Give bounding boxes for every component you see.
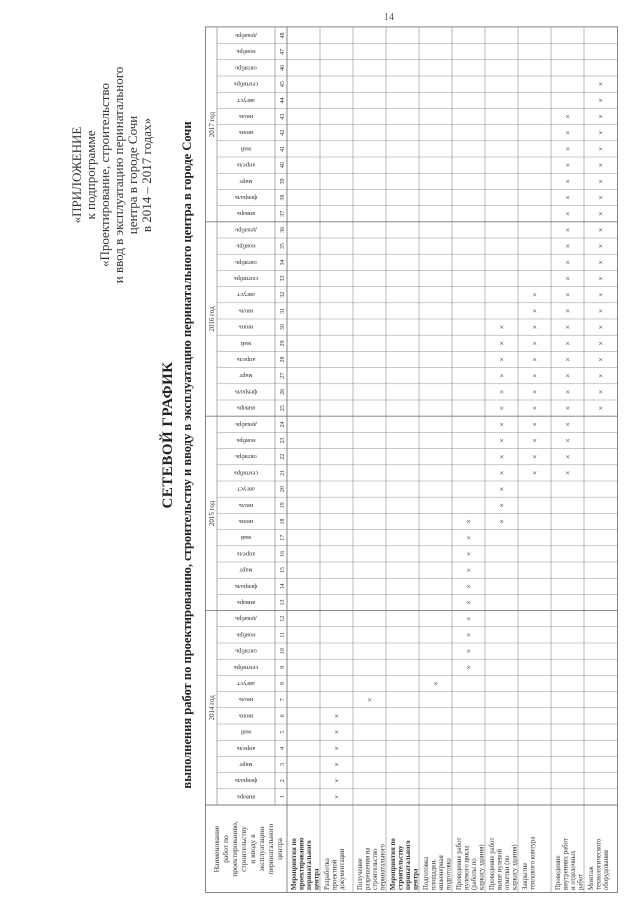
month-number: 27	[280, 372, 286, 379]
document-title: СЕТЕВОЙ ГРАФИК	[160, 361, 176, 509]
appendix-line: и ввод в эксплуатацию перинатального	[111, 66, 126, 284]
schedule-mark: ×	[530, 470, 540, 476]
schedule-mark: ×	[332, 778, 342, 783]
schedule-mark: ×	[596, 179, 606, 184]
schedule-mark: ×	[563, 260, 573, 265]
schedule-mark: ×	[596, 373, 606, 378]
year-label: 2016 год	[208, 306, 216, 332]
table-head-label: и вводу в	[248, 834, 257, 864]
row-label: Мероприятия по	[390, 838, 397, 890]
month-label: июль	[238, 113, 254, 121]
row-label: Подготовка	[423, 856, 430, 890]
month-label: май	[240, 145, 252, 153]
schedule-mark: ×	[464, 584, 474, 589]
schedule-mark: ×	[596, 276, 606, 281]
appendix-line: «Проектирование, строительство	[97, 83, 112, 267]
schedule-mark: ×	[563, 405, 573, 411]
row-label: Проведение работ	[456, 837, 463, 890]
table-head-label: проектированию,	[230, 821, 239, 877]
row-label: Получение	[357, 858, 364, 890]
year-label: 2017 год	[208, 111, 216, 138]
month-label: июнь	[238, 323, 254, 331]
month-number: 23	[280, 437, 286, 444]
month-number: 5	[280, 730, 286, 734]
schedule-mark: ×	[563, 308, 573, 314]
schedule-mark: ×	[530, 454, 540, 459]
month-number: 20	[280, 486, 286, 493]
schedule-mark: ×	[563, 324, 573, 330]
row-label: технологического	[595, 838, 603, 890]
appendix-line: в 2014 – 2017 годах»	[139, 117, 154, 233]
month-label: январь	[236, 404, 256, 412]
month-number: 48	[280, 32, 286, 39]
row-label: теплового контура	[529, 836, 537, 890]
month-label: август	[237, 96, 255, 104]
month-number: 18	[280, 518, 286, 525]
row-label: каркасу здания)	[478, 844, 486, 890]
schedule-mark: ×	[563, 211, 573, 216]
month-number: 4	[280, 746, 286, 750]
schedule-mark: ×	[596, 146, 606, 152]
month-label: сентябрь	[233, 663, 259, 671]
schedule-mark: ×	[596, 227, 606, 233]
month-number: 9	[280, 665, 286, 669]
schedule-mark: ×	[596, 357, 606, 362]
table-head-label: центра	[275, 838, 284, 860]
schedule-mark: ×	[596, 211, 606, 216]
month-label: июнь	[238, 712, 254, 720]
row-label: центра	[412, 868, 420, 890]
row-label: документации	[339, 848, 346, 890]
schedule-mark: ×	[563, 389, 573, 395]
row-label: проектированию	[298, 837, 306, 890]
schedule-mark: ×	[332, 713, 342, 719]
row-label: Монтаж	[588, 866, 595, 890]
month-label: август	[237, 680, 255, 688]
schedule-mark: ×	[596, 389, 606, 395]
month-label: июнь	[238, 129, 254, 137]
row-label: инженерная	[438, 855, 445, 890]
schedule-mark: ×	[431, 681, 441, 686]
month-number: 41	[280, 145, 286, 152]
month-number: 43	[280, 113, 286, 120]
month-number: 1	[280, 795, 286, 799]
schedule-mark: ×	[563, 195, 573, 200]
month-number: 37	[280, 210, 286, 217]
schedule-mark: ×	[464, 665, 474, 670]
month-number: 13	[280, 599, 286, 606]
schedule-mark: ×	[497, 486, 507, 492]
document-subtitle: выполнения работ по проектированию, строительству и вводу в эксплуатацию перинатального центра в городе Сочи	[180, 121, 194, 789]
schedule-table	[205, 13, 620, 893]
row-label: строительство	[372, 848, 379, 890]
table-head-label: перинатального	[266, 823, 275, 875]
schedule-mark: ×	[497, 422, 507, 427]
month-number: 34	[280, 259, 286, 266]
table-head-label: Наименование	[212, 825, 221, 873]
month-number: 3	[280, 763, 286, 766]
month-label: октябрь	[235, 64, 257, 72]
schedule-mark: ×	[464, 648, 474, 654]
schedule-mark: ×	[332, 762, 342, 767]
schedule-mark: ×	[497, 503, 507, 508]
row-label: подготовка	[445, 858, 453, 890]
month-number: 26	[280, 388, 286, 395]
appendix-block	[70, 45, 154, 305]
month-number: 36	[280, 226, 286, 233]
schedule-mark: ×	[332, 746, 342, 751]
schedule-mark: ×	[563, 454, 573, 459]
schedule-mark: ×	[530, 357, 540, 362]
schedule-mark: ×	[530, 308, 540, 314]
month-number: 17	[280, 534, 286, 541]
schedule-mark: ×	[530, 389, 540, 395]
month-number: 6	[280, 714, 286, 718]
schedule-mark: ×	[596, 98, 606, 103]
schedule-mark: ×	[497, 357, 507, 362]
month-number: 21	[280, 469, 286, 476]
month-number: 12	[280, 615, 286, 622]
month-number: 14	[280, 583, 286, 590]
schedule-mark: ×	[563, 470, 573, 476]
month-label: апрель	[236, 744, 256, 752]
month-number: 25	[280, 405, 286, 412]
month-number: 31	[280, 307, 286, 314]
schedule-mark: ×	[464, 567, 474, 573]
schedule-mark: ×	[497, 324, 507, 330]
row-label: выше нулевой	[496, 848, 504, 890]
month-label: апрель	[236, 356, 256, 364]
schedule-mark: ×	[563, 341, 573, 346]
row-label: Проведение	[555, 855, 562, 890]
row-label: перинатального	[379, 844, 387, 890]
schedule-mark: ×	[497, 373, 507, 378]
month-label: ноябрь	[236, 242, 256, 250]
schedule-mark: ×	[596, 243, 606, 249]
row-label: центра	[313, 868, 321, 890]
schedule-mark: ×	[497, 389, 507, 395]
schedule-mark: ×	[332, 729, 342, 735]
month-label: октябрь	[235, 453, 257, 461]
month-label: январь	[236, 599, 256, 607]
month-number: 10	[280, 648, 286, 655]
schedule-mark: ×	[563, 130, 573, 135]
schedule-mark: ×	[365, 697, 375, 702]
month-label: октябрь	[235, 647, 257, 655]
month-label: сентябрь	[233, 275, 259, 283]
row-label: перинатального	[405, 840, 412, 890]
row-label: перинатального	[306, 840, 313, 890]
month-label: июль	[238, 307, 254, 315]
schedule-mark: ×	[596, 195, 606, 200]
month-label: март	[239, 372, 253, 380]
year-label: 2015 год	[208, 500, 216, 527]
month-label: май	[240, 339, 252, 347]
month-label: февраль	[234, 582, 258, 590]
schedule-mark: ×	[596, 292, 606, 297]
row-label: Мероприятия по	[291, 838, 298, 890]
appendix-line: «ПРИЛОЖЕНИЕ	[69, 126, 84, 224]
month-label: ноябрь	[236, 48, 256, 56]
schedule-mark: ×	[563, 357, 573, 362]
month-label: август	[237, 485, 255, 493]
month-label: апрель	[236, 550, 256, 558]
row-label: и отделочных	[570, 850, 577, 890]
row-label: каркасу здания)	[511, 844, 519, 890]
month-label: февраль	[234, 194, 258, 202]
month-number: 22	[280, 453, 286, 460]
table-head-label: строительству	[239, 826, 248, 872]
month-number: 2	[280, 779, 286, 783]
month-label: декабрь	[235, 420, 257, 428]
schedule-mark: ×	[497, 519, 507, 524]
month-label: декабрь	[235, 615, 257, 623]
table-border	[206, 27, 618, 893]
schedule-mark: ×	[596, 130, 606, 135]
month-label: июль	[238, 696, 254, 704]
schedule-mark: ×	[530, 438, 540, 443]
month-number: 29	[280, 340, 286, 347]
schedule-mark: ×	[464, 519, 474, 524]
month-label: февраль	[234, 777, 258, 785]
schedule-mark: ×	[530, 373, 540, 378]
row-label: работ	[577, 873, 585, 890]
month-number: 45	[280, 81, 286, 88]
schedule-mark: ×	[464, 600, 474, 605]
schedule-mark: ×	[563, 292, 573, 297]
schedule-mark: ×	[596, 162, 606, 168]
row-label: (работы по	[471, 858, 478, 890]
row-label: строительству	[397, 845, 405, 890]
month-label: январь	[236, 210, 256, 218]
schedule-mark: ×	[563, 227, 573, 233]
month-label: сентябрь	[233, 469, 259, 477]
schedule-mark: ×	[563, 162, 573, 168]
schedule-mark: ×	[596, 114, 606, 119]
schedule-mark: ×	[596, 341, 606, 346]
schedule-mark: ×	[530, 341, 540, 346]
schedule-mark: ×	[464, 632, 474, 638]
month-label: январь	[236, 793, 256, 801]
schedule-mark: ×	[563, 422, 573, 427]
month-label: май	[240, 534, 252, 542]
schedule-mark: ×	[563, 146, 573, 152]
month-label: апрель	[236, 161, 256, 169]
month-label: ноябрь	[236, 437, 256, 445]
row-label: Проведение работ	[489, 837, 496, 890]
schedule-mark: ×	[596, 81, 606, 87]
month-number: 39	[280, 178, 286, 185]
schedule-mark: ×	[563, 373, 573, 378]
year-label: 2014 год	[208, 695, 216, 721]
month-number: 8	[280, 682, 286, 685]
month-number: 15	[280, 567, 286, 574]
row-label: проектной	[331, 859, 339, 890]
schedule-mark: ×	[563, 243, 573, 249]
schedule-mark: ×	[596, 260, 606, 265]
schedule-mark: ×	[497, 405, 507, 411]
row-label: разрешения на	[364, 847, 372, 890]
schedule-mark: ×	[596, 308, 606, 314]
schedule-mark: ×	[497, 438, 507, 443]
month-label: март	[239, 761, 253, 769]
schedule-mark: ×	[563, 114, 573, 119]
schedule-mark: ×	[596, 324, 606, 330]
schedule-mark: ×	[464, 551, 474, 557]
schedule-mark: ×	[464, 616, 474, 621]
row-label: Разработка	[324, 858, 331, 890]
month-number: 11	[280, 632, 286, 638]
month-number: 44	[280, 97, 286, 104]
schedule-mark: ×	[332, 794, 342, 800]
schedule-mark: ×	[563, 438, 573, 443]
month-label: август	[237, 291, 255, 299]
month-label: март	[239, 566, 253, 574]
row-label: отметки (по	[504, 855, 511, 890]
schedule-mark: ×	[497, 470, 507, 476]
appendix-line: центра в городе Сочи	[125, 115, 140, 235]
month-label: декабрь	[235, 32, 257, 40]
schedule-mark: ×	[464, 535, 474, 540]
month-label: май	[240, 728, 252, 736]
month-label: декабрь	[235, 226, 257, 234]
month-number: 30	[280, 324, 286, 331]
schedule-grid	[205, 13, 620, 893]
month-number: 28	[280, 356, 286, 363]
month-number: 19	[280, 502, 286, 509]
month-label: март	[239, 177, 253, 185]
schedule-mark: ×	[563, 276, 573, 281]
month-number: 16	[280, 550, 286, 557]
month-label: сентябрь	[233, 80, 259, 88]
month-label: ноябрь	[236, 631, 256, 639]
page-number: 14	[384, 12, 394, 23]
table-head-label: работ по	[221, 835, 230, 863]
appendix-line: к подпрограмме	[83, 130, 98, 220]
schedule-mark: ×	[563, 179, 573, 184]
schedule-mark: ×	[497, 454, 507, 459]
schedule-mark: ×	[530, 324, 540, 330]
row-label: нулевого цикла	[463, 845, 471, 890]
schedule-mark: ×	[530, 422, 540, 427]
schedule-mark: ×	[530, 292, 540, 297]
row-label: площадки,	[430, 859, 438, 890]
month-label: июнь	[238, 518, 254, 526]
month-number: 38	[280, 194, 286, 201]
month-number: 32	[280, 291, 286, 298]
table-head-label: эксплуатацию	[257, 826, 266, 872]
month-number: 47	[280, 48, 286, 55]
month-label: февраль	[234, 388, 258, 396]
month-number: 33	[280, 275, 286, 282]
month-label: октябрь	[235, 258, 257, 266]
row-label: оборудования	[603, 850, 610, 890]
month-number: 42	[280, 129, 286, 136]
month-number: 7	[280, 698, 286, 702]
month-number: 40	[280, 162, 286, 169]
month-number: 35	[280, 243, 286, 250]
schedule-mark: ×	[497, 341, 507, 346]
schedule-mark: ×	[530, 405, 540, 411]
schedule-mark: ×	[596, 405, 606, 411]
month-label: июль	[238, 501, 254, 509]
month-number: 24	[280, 421, 286, 428]
row-label: Закрытие	[522, 862, 529, 890]
row-label: внутренних работ	[562, 838, 570, 890]
month-number: 46	[280, 64, 286, 71]
